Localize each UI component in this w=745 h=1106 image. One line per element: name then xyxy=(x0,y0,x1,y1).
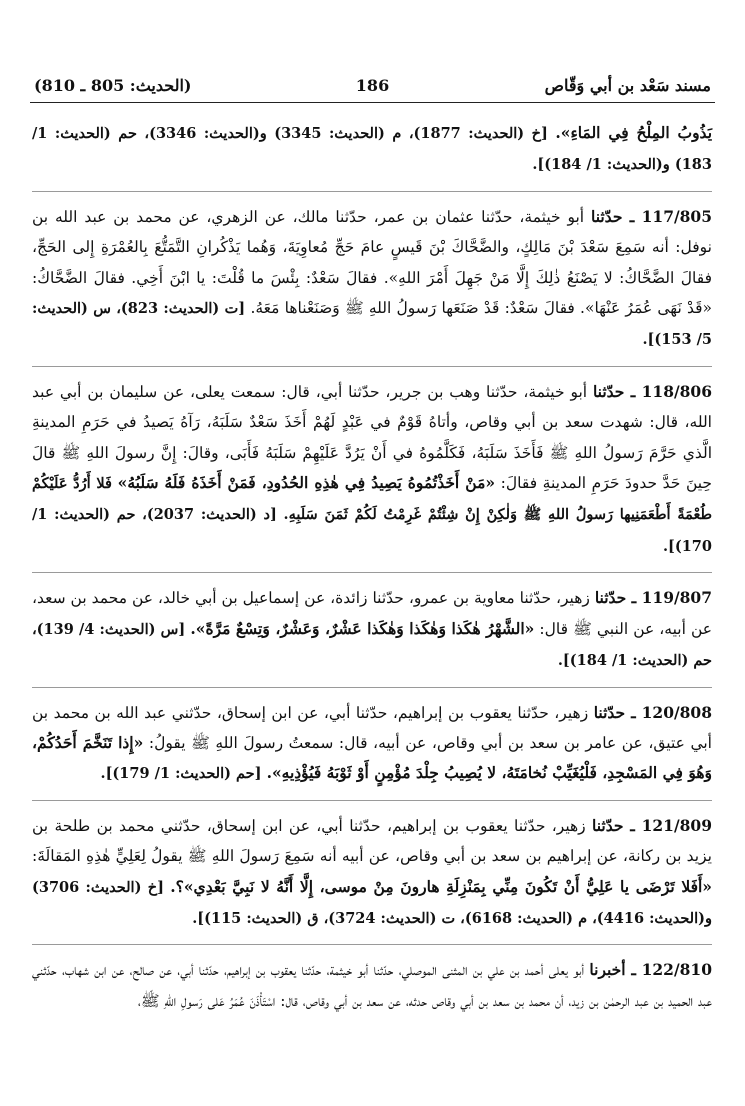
hadith-text: «إِذا تَنَخَّمَ أَحَدُكُمْ، وَهُوَ فِي المَسْجِدِ، فَلْيُغَيِّبْ نُخامَتَهُ، لا يُصِيبُ جِلْدَ مُؤْمِنٍ أَوْ ثَوْبَهُ فَيُؤْذِيهِ». xyxy=(32,732,712,783)
paragraph-divider xyxy=(32,944,712,945)
running-title: مسند سَعْد بن أبي وَقّاص xyxy=(544,76,711,95)
hadith-references: [ت (الحديث: 823)، س (الحديث: 5/ 153)]. xyxy=(32,300,712,349)
paragraph-divider xyxy=(32,366,712,367)
paragraph-divider xyxy=(32,800,712,801)
hadith-number: 121/809 ـ xyxy=(623,815,712,835)
hadith-number: 120/808 ـ xyxy=(625,702,712,722)
isnad-text: أبو يعلى أحمد بن علي بن المثنى الموصلي، حدّثنا أبو خيثمة، حدّثنا يعقوب بن إبراهيم، حدّثنا أبي، عن صالح، عن ابن شهاب، حدّثني عبد الحميد بن عبد الرحمٰن بن زيد، أن محمد بن سعد بن أبي وقاص حدثه، عن سعد بن أبي وقاص، قال: اسْتَأْذَنَ عُمَرُ عَلى رَسولِ اللهِ ﷺ، xyxy=(32,961,712,1010)
hadith-number: 118/806 ـ xyxy=(624,381,712,401)
hadith-paragraph xyxy=(32,583,712,676)
hadith-number: 117/805 ـ xyxy=(622,206,712,226)
hadith-paragraph xyxy=(32,811,712,935)
page-body xyxy=(32,118,712,1016)
hadith-references: [خ (الحديث: 1877)، م (الحديث: 3345) و(الحديث: 3346)، حم (الحديث: 1/ 183) و(الحديث: 1/ 184)]. xyxy=(32,125,712,174)
hadith-paragraph xyxy=(32,698,712,790)
isnad-opening: حدّثنا xyxy=(592,815,624,835)
isnad-text: أبو خيثمة، حدّثنا وهب بن جرير، حدّثنا أبي، قال: سمعت يعلى، عن سليمان بن أبي عبد الله، قال: شهدت سعد بن أبي وقاص، وأتاهُ قَوْمٌ في عَبْدٍ لَهُمْ أَخَذَ سَعْدٌ سَلَبَهُ، رَآهُ يَصيدُ في حَرَمِ المدينةِ الَّذي حَرَّمَ رَسولُ اللهِ ﷺ فَأَخَذَ سَلَبَهُ، فَكَلَّمُوهُ في أَنْ يَرُدَّ عَلَيْهِمْ سَلَبَهُ فَأَبَى، وقالَ: إِنَّ رسولَ اللهِ ﷺ قالَ حِينَ حَدَّ حدودَ حَرَمِ المدينةِ فقالَ: xyxy=(32,382,712,493)
page-header xyxy=(30,74,715,102)
hadith-text: «الشَّهْرُ هٰكَذا وَهٰكَذا وَهٰكَذا عَشْرٌ، وَعَشْرٌ، وَتِسْعٌ مَرَّةً». xyxy=(190,618,535,638)
isnad-opening: أخبرنا xyxy=(589,960,626,980)
hadith-references: فَلا أَرُدُّ عَلَيْكُمْ طُعْمَةً أَطْعَمَنِيها رَسولُ اللهِ ﷺ وَلٰكِنْ إِنْ شِئْتُمْ غَرِمْتُ لَكُمْ ثَمَنَ سَلَبِهِ. [د (الحديث: 2037)، حم (الحديث: 1/ 170)]. xyxy=(32,475,713,555)
isnad-opening: حدّثنا xyxy=(592,381,625,401)
isnad-text: زهير، حدّثنا يعقوب بن إبراهيم، حدّثنا أبي، عن ابن إسحاق، حدّثني عبد الله بن محمد بن أبي عتيق، عن عامر بن سعد بن أبي وقاص، عن أبيه، قال: سمعتُ رسولَ اللهِ ﷺ يقولُ: xyxy=(32,703,712,752)
hadith-number: 122/810 ـ xyxy=(625,960,712,980)
hadith-number: 119/807 ـ xyxy=(626,588,712,608)
hadith-references: [خ (الحديث: 3706) و(الحديث: 4416)، م (الحديث: 6168)، ت (الحديث: 3724)، ق (الحديث: 115)]. xyxy=(32,878,712,927)
page-number: 186 xyxy=(355,76,390,95)
hadith-range: (الحديث: 805 ـ 810) xyxy=(34,76,192,95)
hadith-paragraph xyxy=(32,377,712,562)
isnad-opening: حدّثنا xyxy=(594,588,627,608)
isnad-text: أبو خيثمة، حدّثنا عثمان بن عمر، حدّثنا مالك، عن الزهري، عن محمد بن عبد الله بن نوفل: أنه سَمِعَ سَعْدَ بْنَ مَالِكٍ، والضَّحَّاكَ بْنَ قَيسٍ عامَ حَجِّ مُعاوِيَةَ، وَهُما يَذْكُرانِ التَّمَتُّعَ بِالعُمْرَةِ إِلى الحَجِّ، فقالَ الضَّحَّاكُ: لا يَصْنَعُ ذٰلِكَ إِلَّا مَنْ جَهِلَ أَمْرَ اللهِ». فقالَ سَعْدٌ: بِئْسَ ما قُلْتَ: يا ابْنَ أَخِي. فقالَ الضَّحَّاكُ: «قَدْ نَهَى عُمَرُ عَنْهَا». فقالَ سَعْدٌ: قَدْ صَنَعَها رَسولُ اللهِ ﷺ وَصَنَعْناها مَعَهُ. xyxy=(32,207,712,318)
paragraph-divider xyxy=(32,191,712,192)
paragraph-divider xyxy=(32,572,712,573)
hadith-text: «مَنْ أَخَذْتُمُوهُ يَصِيدُ فِي هٰذِهِ الحُدُودِ، فَمَنْ أَخَذَهُ فَلَهُ سَلَبُهُ» xyxy=(117,473,496,493)
isnad-opening: حدّثنا xyxy=(590,206,623,226)
hadith-references: [س (الحديث: 4/ 139)، حم (الحديث: 1/ 184)]. xyxy=(32,620,712,670)
isnad-opening: حدّثنا xyxy=(593,702,626,722)
hadith-paragraph xyxy=(32,955,712,1016)
hadith-text: يَذُوبُ المِلْحُ فِي المَاءِ». xyxy=(555,123,713,142)
hadith-paragraph xyxy=(32,118,712,181)
hadith-paragraph xyxy=(32,202,712,356)
isnad-text: زهير، حدّثنا معاوية بن عمرو، حدّثنا زائدة، عن إسماعيل بن أبي خالد، عن محمد بن سعد، عن أبيه، عن النبي ﷺ قال: xyxy=(32,589,712,638)
hadith-references: [حم (الحديث: 1/ 179)]. xyxy=(100,765,267,783)
hadith-text: «أَفَلا تَرْضَى يا عَلِيُّ أَنْ تَكُونَ مِنِّي بِمَنْزِلَةِ هارونَ مِنْ موسى، إِلَّا أَنَّهُ لا نَبِيَّ بَعْدِي»؟. xyxy=(170,876,712,896)
isnad-text: زهير، حدّثنا يعقوب بن إبراهيم، حدّثنا أبي، عن ابن إسحاق، حدّثني محمد بن طلحة بن يزيد بن ركانة، عن إبراهيم بن سعد بن أبي وقاص، عن أبيه أنه سَمِعَ رَسولَ اللهِ ﷺ يقولُ لِعَلِيٍّ هٰذِهِ المَقالَةَ: xyxy=(32,816,712,866)
header-rule xyxy=(30,102,715,103)
paragraph-divider xyxy=(32,687,712,688)
